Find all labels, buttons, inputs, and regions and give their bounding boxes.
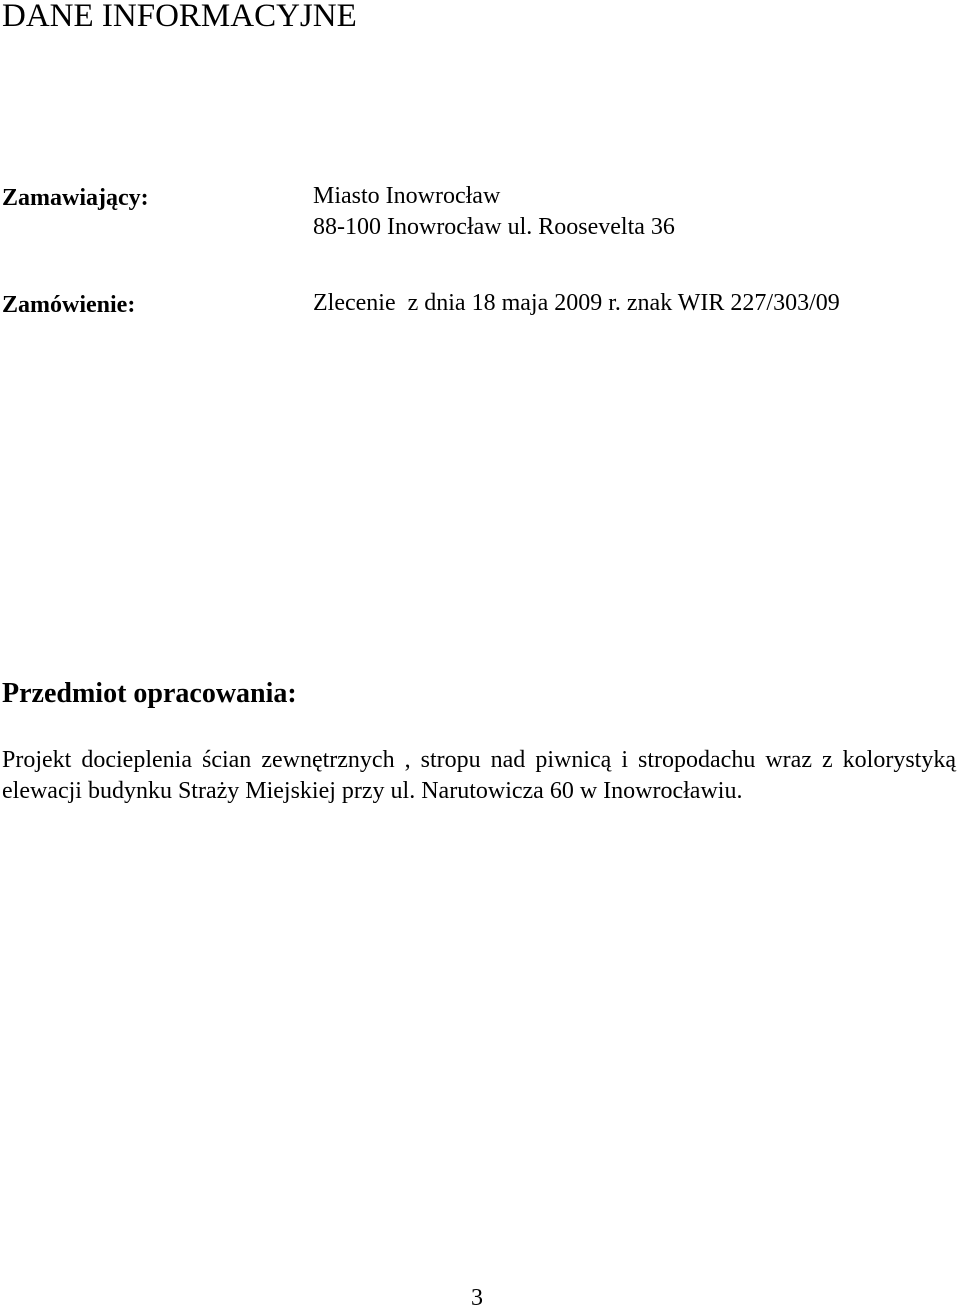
order-label: Zamówienie:	[2, 292, 136, 318]
client-address: 88-100 Inowrocław ul. Roosevelta 36	[313, 214, 675, 240]
order-value: Zlecenie z dnia 18 maja 2009 r. znak WIR 227/303/09	[313, 290, 840, 316]
client-name: Miasto Inowrocław	[313, 183, 501, 209]
subject-text: Projekt docieplenia ścian zewnętrznych , stropu nad piwnicą i stropodachu wraz z kolorystyką elewacji budynku Straży Miejskiej przy ul. Narutowicza 60 w Inowrocławiu.	[2, 747, 956, 804]
subject-heading: Przedmiot opracowania:	[2, 678, 297, 709]
page-number: 3	[471, 1285, 483, 1311]
client-label: Zamawiający:	[2, 185, 149, 211]
page-title: DANE INFORMACYJNE	[2, 0, 357, 34]
